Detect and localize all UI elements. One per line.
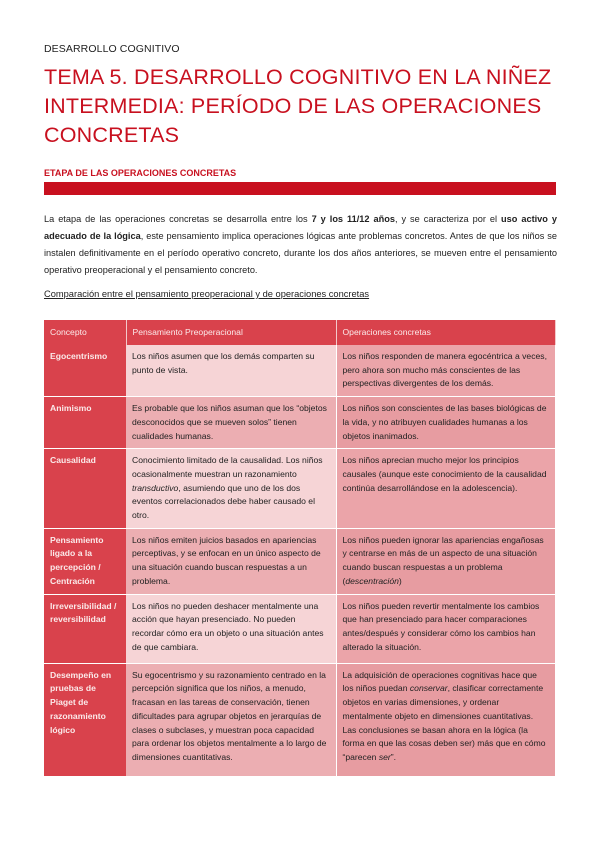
section-divider-bar [44,182,556,195]
comparison-table [44,320,556,777]
table-row [44,397,555,449]
concrete-cell: La adquisición de operaciones cognitivas hace que los niños puedan conservar, clasificar correctamente objetos en varias dimensiones, y ordenar mentalmente objeto en dimensiones cuantitativas. Las conclusiones se basan ahora en la lógica (la forma en que las cosas deben ser) más que en cómo “parecen ser”. [336,663,555,776]
concept-cell: Causalidad [44,449,126,529]
preoperational-cell: Conocimiento limitado de la causalidad. Los niños ocasionalmente muestran un razonamiento transductivo, asumiendo que uno de los dos eventos correlacionados debe haber causado el otro. [126,449,336,529]
preoperational-cell: Los niños no pueden deshacer mentalmente una acción que hayan presenciado. No pueden recordar cómo era un objeto o una situación antes de que cambiara. [126,594,336,663]
concept-cell: Desempeño en pruebas de Piaget de razonamiento lógico [44,663,126,776]
concrete-cell: Los niños pueden ignorar las apariencias engañosas y centrarse en más de un aspecto de una situación cuando buscan respuestas a un problema (descentración) [336,528,555,594]
intro-paragraph: La etapa de las operaciones concretas se desarrolla entre los 7 y los 11/12 años, y se caracteriza por el uso activo y adecuado de la lógica, este pensamiento implica operaciones lógicas ante problemas concretos. Antes de que los niños se instalen definitivamente en el período operativo concreto, durante los dos años anteriores, se mueven entre el pensamiento operativo preoperacional y el pensamiento concreto. [44,214,557,275]
preoperational-cell: Es probable que los niños asuman que los “objetos desconocidos que se mueven solos” tienen cualidades humanas. [126,397,336,449]
page-title: TEMA 5. DESARROLLO COGNITIVO EN LA NIÑEZ INTERMEDIA: PERÍODO DE LAS OPERACIONES CONCRETAS [44,65,552,147]
concrete-cell: Los niños responden de manera egocéntrica a veces, pero ahora son mucho más conscientes de las perspectivas divergentes de los demás. [336,345,555,397]
logic-emphasis: uso activo y adecuado de la lógica [44,214,557,241]
table-row [44,449,555,529]
preoperational-cell: Los niños asumen que los demás comparten su punto de vista. [126,345,336,397]
running-header: DESARROLLO COGNITIVO [44,43,180,55]
table-header-row [44,320,555,345]
concrete-cell: Los niños pueden revertir mentalmente los cambios que han presenciado para hacer comparaciones antes/después y considerar cómo los cambios han alterado la situación. [336,594,555,663]
column-header-concept: Concepto [44,320,126,345]
column-header-concrete: Operaciones concretas [336,320,555,345]
concept-cell: Pensamiento ligado a la percepción / Centración [44,528,126,594]
concept-cell: Egocentrismo [44,345,126,397]
comparison-title: Comparación entre el pensamiento preoperacional y de operaciones concretas [44,289,370,299]
concrete-cell: Los niños aprecian mucho mejor los principios causales (aunque este conocimiento de la causalidad continúa desarrollándose en la adolescencia). [336,449,555,529]
table-row [44,663,555,776]
table-row [44,345,555,397]
preoperational-cell: Los niños emiten juicios basados en apariencias perceptivas, y se enfocan en un único aspecto de una situación cuando buscan respuestas a un problema. [126,528,336,594]
concept-cell: Irreversibilidad / reversibilidad [44,594,126,663]
table-row [44,594,555,663]
column-header-preoperational: Pensamiento Preoperacional [126,320,336,345]
concept-cell: Animismo [44,397,126,449]
age-range-emphasis: 7 y los 11/12 años [311,214,395,224]
preoperational-cell: Su egocentrismo y su razonamiento centrado en la percepción significa que los niños, a menudo, fracasan en las tareas de conservación, tienen dificultades para agrupar objetos en jerarquías de clases o subclases, y muestran poca capacidad para ordenar los objetos mentalmente a lo largo de dimensiones cuantitativas. [126,663,336,776]
table-row [44,528,555,594]
section-heading: ETAPA DE LAS OPERACIONES CONCRETAS [44,168,237,178]
concrete-cell: Los niños son conscientes de las bases biológicas de la vida, y no atribuyen cualidades humanas a los objetos inanimados. [336,397,555,449]
